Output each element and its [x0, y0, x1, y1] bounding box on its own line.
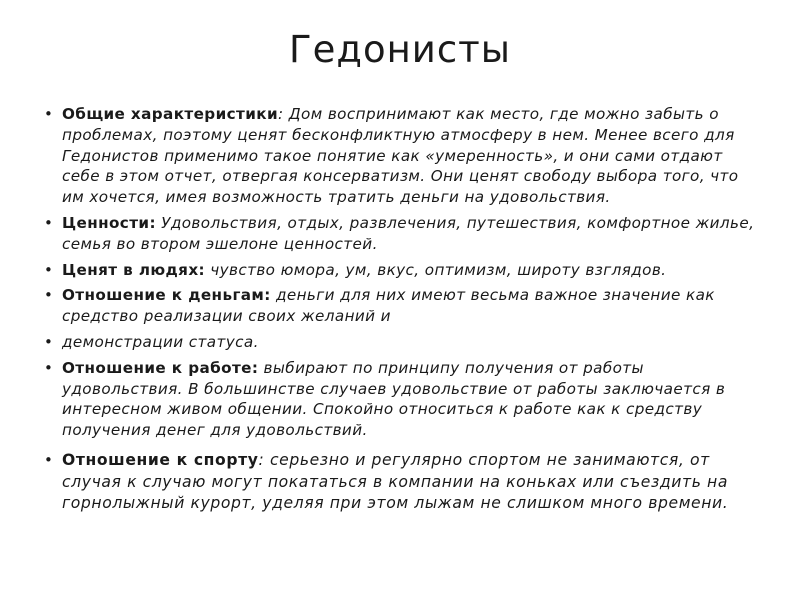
bullet-text: деньги для них имеют весьма важное значение как средство реализации своих желаний и: [62, 286, 715, 326]
bullet-attitude-sport: [44, 450, 756, 515]
bullet-text: Удовольствия, отдых, развлечения, путешествия, комфортное жилье, семья во втором эшелоне ценностей.: [62, 213, 755, 253]
bullet-label: Ценят в людях:: [62, 260, 205, 279]
bullet-text: чувство юмора, ум, вкус, оптимизм, широту взглядов.: [205, 260, 667, 279]
bullet-status: [44, 332, 756, 353]
bullet-list: [44, 104, 756, 520]
bullet-label: Общие характеристики: [62, 105, 279, 123]
slide-title: Гедонисты: [289, 28, 511, 71]
bullet-label: Отношение к деньгам:: [62, 286, 271, 305]
bullet-label: Отношение к спорту: [62, 450, 259, 469]
bullet-attitude-work: [44, 358, 756, 441]
bullet-values: [44, 213, 756, 255]
bullet-attitude-money: [44, 285, 756, 327]
bullet-text: выбирают по принципу получения от работы удовольствия. В большинстве случаев удовольствие от работы заключается в интересном живом общении. Спокойно относиться к работе как к средству получения денег для удовольствий.: [62, 358, 726, 440]
bullet-text: демонстрации статуса.: [62, 332, 259, 351]
bullet-label: Ценности:: [62, 213, 156, 232]
bullet-valued-in-people: [44, 260, 756, 281]
bullet-text: : Дом воспринимают как место, где можно забыть о проблемах, поэтому ценят бесконфликтную атмосферу в нем. Менее всего для Гедонистов применимо такое понятие как «умеренность», и они сами отдают себе в этом отчет, отвергая консерватизм. Они ценят свободу выбора того, что им хочется, имея возможность тратить деньги на удовольствия.: [62, 105, 739, 207]
bullet-text: : серьезно и регулярно спортом не занимаются, от случая к случаю могут покататься в компании на коньках или съездить на горнолыжный курорт, уделяя при этом лыжам не слишком много времени.: [62, 450, 729, 513]
bullet-general-characteristics: [44, 104, 756, 208]
bullet-label: Отношение к работе:: [62, 358, 259, 377]
